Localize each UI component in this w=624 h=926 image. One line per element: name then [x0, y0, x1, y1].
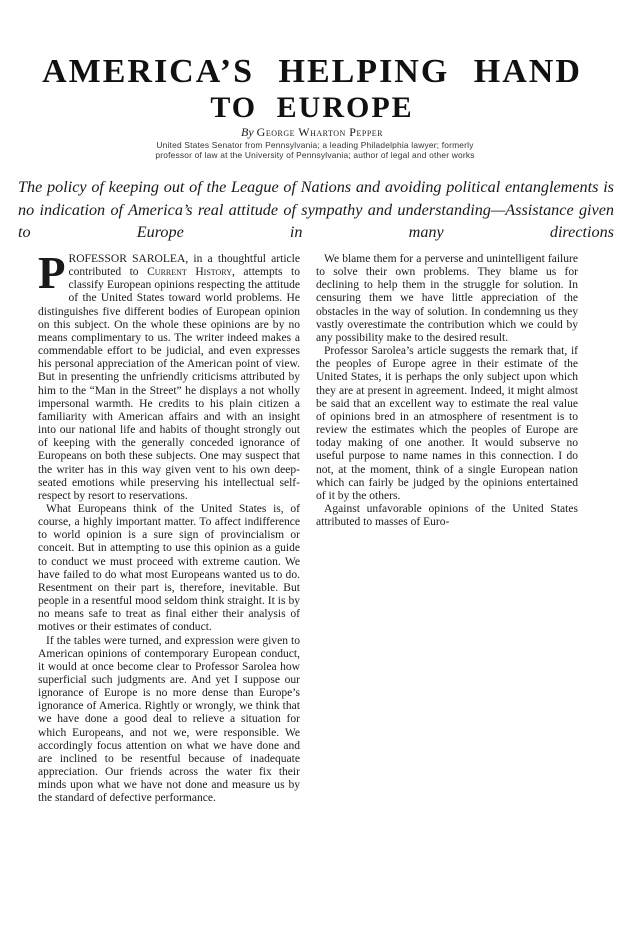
body-paragraph-1: [38, 253, 300, 503]
text-column-left: [38, 253, 300, 908]
body-paragraph-6: Against unfavorable opinions of the United States attributed to masses of Euro-: [316, 502, 578, 529]
body-paragraph-5: Professor Sarolea’s article suggests the remark that, if the peoples of Europe agree in their estimate of the United States, it is perhaps the only subject upon which they are at present in agreement. Indeed, it might almost be said that an excellent way to estimate the real value of opinions bred in an atmosphere of resentment is to review the estimates which the peoples of Europe are today making of one another. It would subserve no useful purpose to name names in this connection. I do not, at the moment, think of a single European nation which can fairly be judged by the opinions entertained of it by the others.: [316, 345, 578, 502]
journal-name: Current History: [147, 266, 232, 279]
body-paragraph-2: What Europeans think of the United States is, of course, a highly important matter. To affect indifference to world opinion is a sure sign of provincialism or conceit. But in attempting to use this opinion as a guide to conduct we must proceed with extreme caution. We have failed to do what most Europeans wanted us to do. Resentment on their part is, therefore, inevitable. But people in a resentful mood seldom think straight. It is by no means safe to treat as final either their analysis of motives or their estimates of conduct.: [38, 502, 300, 634]
paragraph-1-rest: , attempts to classify European opinions respecting the attitude of the United States toward world problems. He distinguishes five different bodies of European opinion on this subject. On the whole these opinions are by no means complimentary to us. The writer indeed makes a commendable effort to be judicial, and even expresses his personal appreciation of the American point of view. But in presenting the unfriendly criticisms attributed by him to the “Man in the Street” he displays a not wholly impersonal warmth. He credits to his plain citizen a familiarity with American affairs and with an insight into our national life and habits of thought strongly out of keeping with the generally conceded ignorance of Europeans on both these subjects. One may suspect that the writer has in this way given vent to his own deep-seated emotions while preserving his intellectual self-respect by resort to reservations.: [38, 266, 300, 502]
body-paragraph-3: If the tables were turned, and expression were given to American opinions of contemporary European conduct, it would at once become clear to Professor Sarolea how superficial such judgments are. And yet I suppose our ignorance of Europe is no more dense than Europe’s ignorance of America. Rightly or wrongly, we think that we have done a good deal to relieve a situation for which Europeans, and not we, were responsible. We accordingly focus attention on what we have done and are inclined to be resentful because of inadequate appreciation. Our friends across the water fix their minds upon what we have not done and measure us by the standard of defective performance.: [38, 634, 300, 805]
drop-cap: P: [38, 253, 66, 298]
author-bio: United States Senator from Pennsylvania; a leading Philadelphia lawyer; formerly professor of law at the University of Pennsylvania; author of legal and other works: [155, 140, 475, 160]
paragraph-1-lead: ROFESSOR SAROLEA, in a thoughtful article contributed to: [68, 253, 300, 279]
byline: [0, 125, 624, 140]
text-column-right: [316, 253, 578, 908]
article-title-line-1: AMERICA’S HELPING HAND: [42, 53, 582, 90]
author-name: George Wharton Pepper: [256, 125, 383, 139]
byline-prefix: By: [241, 125, 254, 139]
body-paragraph-4: We blame them for a perverse and unintelligent failure to solve their own problems. They blame us for declining to help them in the struggle for solution. In censuring them we have little appreciation of the obstacles in the way of solution. In condemning us they vastly overestimate the contribution which we could by any possibility make to the desired result.: [316, 253, 578, 344]
article-title-line-2: TO EUROPE: [210, 91, 414, 124]
article-subheading: The policy of keeping out of the League of Nations and avoiding political entanglements is no indication of America’s real attitude of sympathy and understanding—Assistance given to Europe in many directions: [18, 178, 614, 241]
